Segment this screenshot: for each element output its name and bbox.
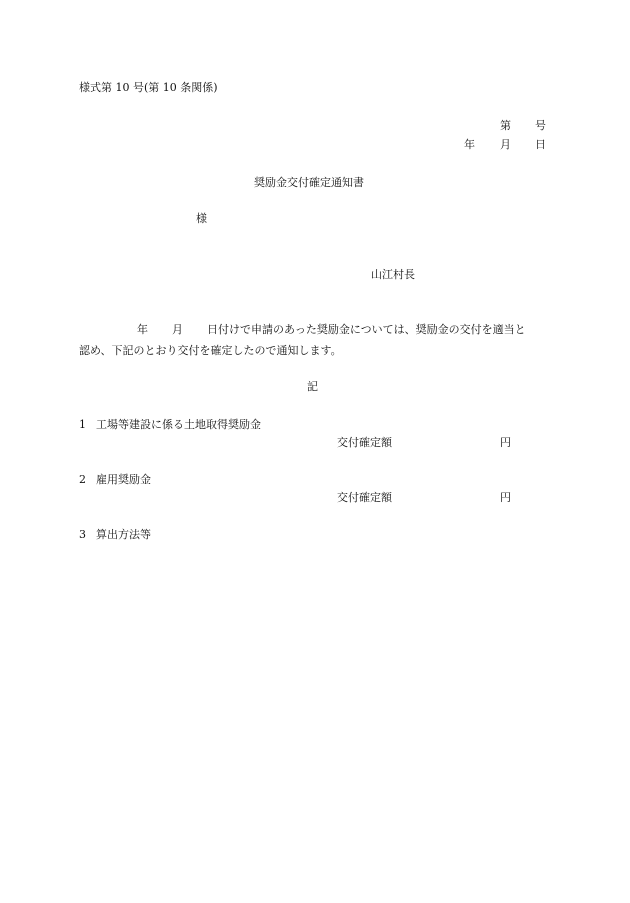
body-month: 月: [172, 323, 183, 336]
date-day: 日: [535, 138, 546, 151]
form-number-label: 様式第 10 号(第 10 条関係): [79, 81, 218, 94]
reference-number-suffix: 号: [535, 119, 546, 132]
body-year: 年: [137, 323, 148, 336]
reference-number-prefix: 第: [500, 119, 511, 132]
date-month: 月: [500, 138, 511, 151]
date-year: 年: [464, 138, 475, 151]
issuer-name: 山江村長: [371, 268, 415, 281]
item-3-number: 3: [79, 528, 86, 541]
document-title: 奨励金交付確定通知書: [254, 176, 364, 189]
item-3-label: 算出方法等: [96, 528, 151, 541]
item-2-unit: 円: [500, 491, 511, 504]
item-1-label: 工場等建設に係る土地取得奨励金: [96, 418, 261, 431]
item-2-number: 2: [79, 473, 86, 486]
ki-heading: 記: [307, 380, 318, 393]
recipient-honorific: 様: [196, 212, 207, 225]
item-1-number: 1: [79, 418, 86, 431]
item-1-unit: 円: [500, 436, 511, 449]
body-line-2-text: 認め、下記のとおり交付を確定したので通知します。: [79, 344, 342, 357]
item-1-amount-label: 交付確定額: [337, 436, 392, 449]
item-2-label: 雇用奨励金: [96, 473, 151, 486]
body-line-1-text: 日付けで申請のあった奨励金については、奨励金の交付を適当と: [207, 323, 526, 336]
item-2-amount-label: 交付確定額: [337, 491, 392, 504]
